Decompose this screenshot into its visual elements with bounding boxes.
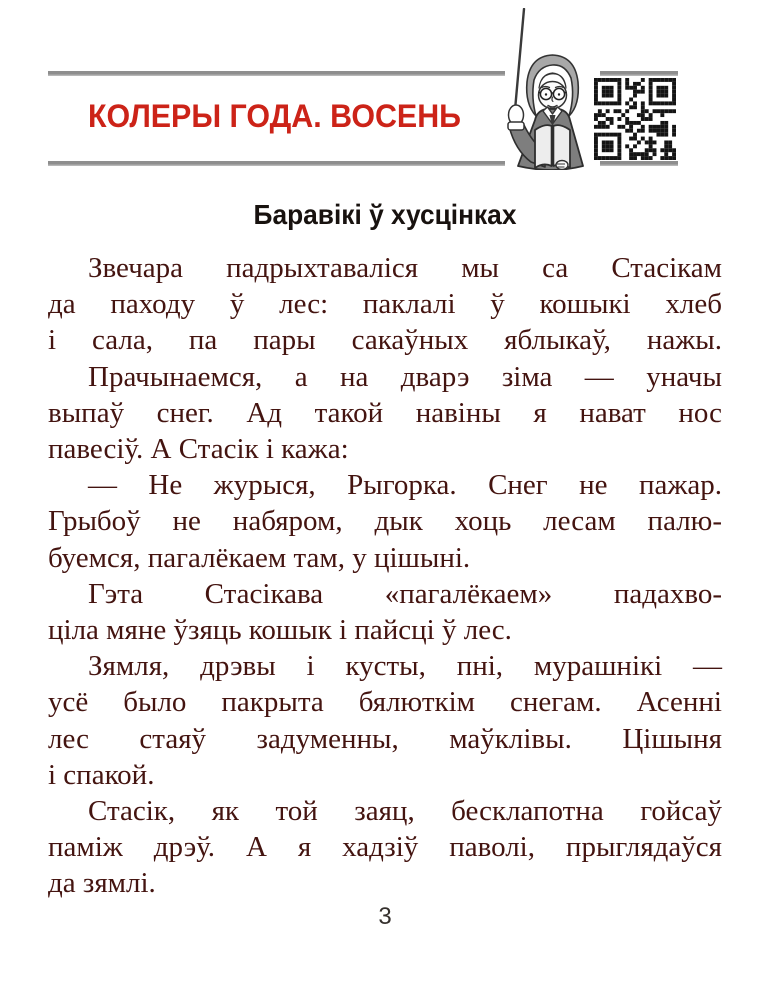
text-line: паміж дрэў. А я хадзіў паволі, прыглядаўся: [48, 831, 722, 864]
text-line: і спакой.: [48, 758, 155, 791]
text-line: лес стаяў задуменны, маўклівы. Цішыня: [48, 722, 722, 755]
story-title: Баравікі ў хусцінках: [253, 199, 517, 230]
text-line: Зямля, дрэвы і кусты, пні, мурашнікі —: [88, 650, 722, 683]
teacher-icon: [505, 8, 600, 170]
text-line: да зямлі.: [48, 867, 156, 900]
text-line: Стасік, як той заяц, бесклапотна гойсаў: [88, 795, 722, 828]
text-line: да паходу ў лес: паклалі ў кошыкі хлеб: [48, 288, 722, 321]
chapter-title: КОЛЕРЫ ГОДА. ВОСЕНЬ: [88, 98, 461, 134]
text-line: Звечара падрыхтаваліся мы са Стасікам: [88, 252, 722, 284]
text-line: выпаў снег. Ад такой навіны я нават нос: [48, 396, 722, 429]
text-line: павесіў. А Стасік і кажа:: [48, 433, 349, 466]
text-line: Грыбоў не набяром, дык хоць лесам палю-: [48, 505, 722, 538]
text-line: ціла мяне ўзяць кошык і пайсці ў лес.: [48, 614, 512, 647]
text-line: Гэта Стасікава «пагалёкаем» падахво-: [88, 577, 722, 610]
text-line: Прачынаемся, а на дварэ зіма — уначы: [88, 360, 722, 393]
text-line: — Не журыся, Рыгорка. Снег не пажар.: [88, 469, 722, 502]
text-line: буемся, пагалёкаем там, у цішыні.: [48, 541, 471, 574]
page-number: 3: [378, 903, 392, 930]
qr-code-icon: [594, 78, 676, 160]
text-line: і сала, па пары сакаўных яблыкаў, нажы.: [48, 324, 722, 357]
story-text: [48, 250, 722, 902]
text-line: усё было пакрыта бялюткім снегам. Асенні: [48, 686, 722, 719]
